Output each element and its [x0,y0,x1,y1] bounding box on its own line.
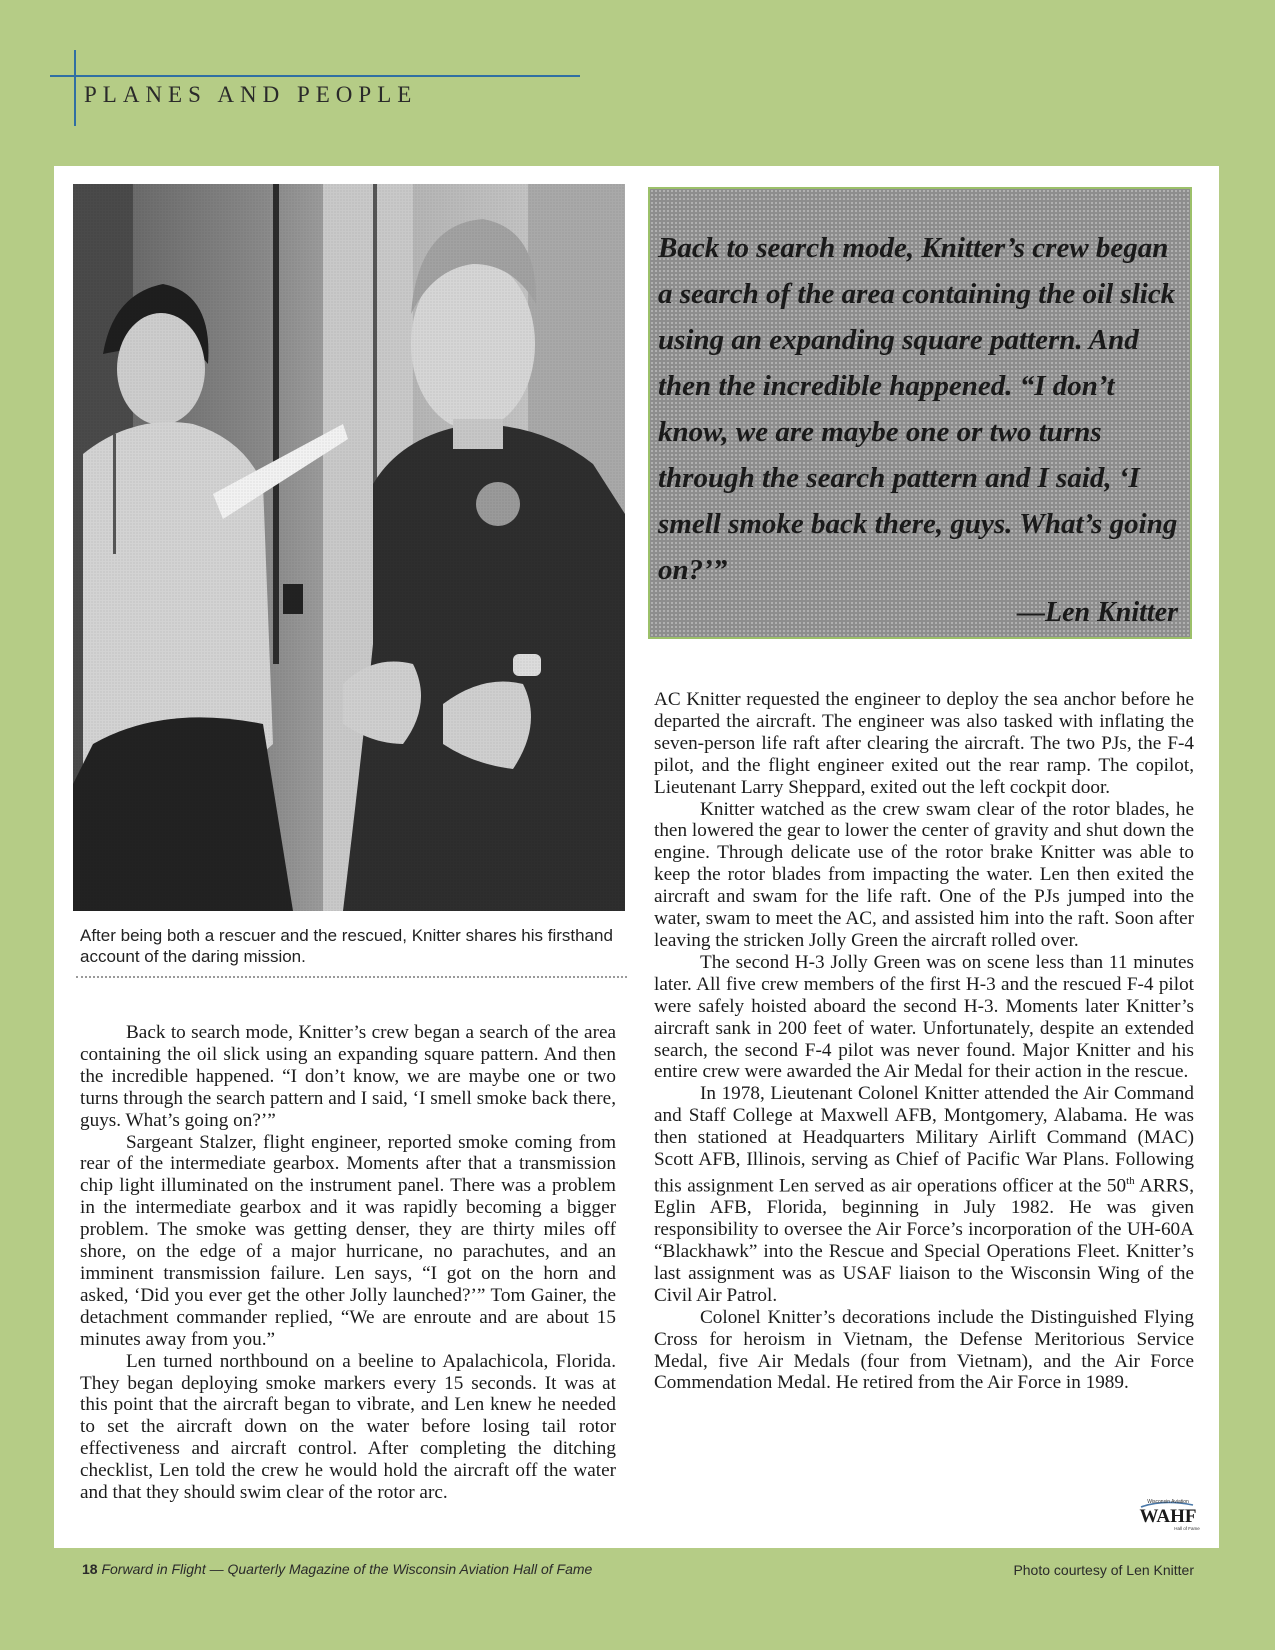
footer-publication [82,1561,592,1577]
pull-quote [648,187,1192,639]
article-text: In 1978, Lieutenant Colonel Knitter attended the Air Command and Staff College at Maxwell AFB, Montgomery, Alabama. He was then stationed at Headquarters Military Airlift Command (MAC) Scott AFB, Illinois, serving as Chief of Pacific War Plans. Following this assignment Len served as air operations officer at the 50 [654,1083,1194,1197]
ordinal-suffix: th [1126,1174,1135,1187]
article-paragraph: Len turned northbound on a beeline to Apalachicola, Florida. They began deploying smoke markers every 15 seconds. It was at this point that the aircraft began to vibrate, and Len knew he needed to set the aircraft down on the water before losing tail rotor effectiveness and aircraft control. After completing the ditching checklist, Len told the crew he would hold the aircraft off the water and that they should swim clear of the rotor arc. [80,1350,616,1504]
caption-divider [76,976,627,978]
article-paragraph: Knitter watched as the crew swam clear of the rotor blades, he then lowered the gear to lower the center of gravity and shut down the engine. Through delicate use of the rotor brake Knitter was able to keep the rotor blades from impacting the water. Len then exited the aircraft and swam for the life raft. One of the PJs jumped into the water, swam to meet the AC, and assisted him into the raft. Soon after leaving the stricken Jolly Green the aircraft rolled over. [654,798,1194,951]
article-paragraph: Sargeant Stalzer, flight engineer, reported smoke coming from rear of the intermediate gearbox. Moments after that a transmission chip light illuminated on the instrument panel. There was a problem in the intermediate gearbox and it was rapidly becoming a bigger problem. The smoke was getting denser, they are thirty miles off shore, on the edge of a major hurricane, no parachutes, and an imminent transmission failure. Len says, “I got on the horn and asked, ‘Did you ever get the other Jolly launched?’” Tom Gainer, the detachment commander replied, “We are enroute and are about 15 minutes away from you.” [80,1131,616,1350]
section-title: PLANES AND PEOPLE [84,82,418,107]
pull-quote-text: Back to search mode, Knitter’s crew began a search of the area containing the oil slick using an expanding square pattern. And then the incredible happened. “I don’t know, we are maybe one or two turns through the search pattern and I said, ‘I smell smoke back there, guys. What’s going on?’” [658,232,1178,586]
article-paragraph: AC Knitter requested the engineer to deploy the sea anchor before he departed the aircraft. The engineer was also tasked with inflating the seven-person life raft after clearing the aircraft. The two PJs, the F-4 pilot, and the flight engineer exited out the rear ramp. The copilot, Lieutenant Larry Sheppard, exited out the left cockpit door. [654,689,1194,798]
article-photo [73,184,625,911]
logo-bottom-text: Hall of Fame [1174,1526,1200,1531]
article-column-right [654,689,1194,1394]
logo-top-text: Wisconsin Aviation [1147,1499,1189,1505]
article-paragraph [654,1083,1194,1306]
header-rule-vertical [74,50,76,126]
photo-illustration [73,184,625,911]
header-rule-horizontal [50,75,580,77]
article-paragraph: Colonel Knitter’s decorations include the Distinguished Flying Cross for heroism in Vietnam, the Defense Meritorious Service Medal, five Air Medals (four from Vietnam), and the Air Force Commendation Medal. He retired from the Air Force in 1989. [654,1306,1194,1394]
logo-main-text: WAHF [1139,1506,1197,1527]
publication-name: Forward in Flight — Quarterly Magazine of the Wisconsin Aviation Hall of Fame [101,1561,593,1577]
article-text: ARRS, Eglin AFB, Florida, beginning in July 1982. He was given responsibility to oversee the Air Force’s incorporation of the UH-60A “Blackhawk” into the Rescue and Special Operations Fleet. Knitter’s last assignment was as USAF liaison to the Wisconsin Wing of the Civil Air Patrol. [654,1175,1194,1306]
article-paragraph: Back to search mode, Knitter’s crew began a search of the area containing the oil slick using an expanding square pattern. And then the incredible happened. “I don’t know, we are maybe one or two turns through the search pattern and I said, ‘I smell smoke back there, guys. What’s going on?’” [80,1022,616,1131]
photo-credit: Photo courtesy of Len Knitter [1013,1562,1194,1578]
photo-caption: After being both a rescuer and the rescued, Knitter shares his firsthand account of the daring mission. [80,926,613,966]
page-number: 18 [82,1561,98,1577]
article-column-left [80,1022,616,1504]
pull-quote-attribution: —Len Knitter [1016,597,1178,628]
article-paragraph: The second H-3 Jolly Green was on scene less than 11 minutes later. All five crew members of the first H-3 and the rescued F-4 pilot were safely hoisted aboard the second H-3. Moments later Knitter’s aircraft sank in 200 feet of water. Unfortunately, despite an extended search, the second F-4 pilot was never found. Major Knitter and his entire crew were awarded the Air Medal for their action in the rescue. [654,951,1194,1083]
wahf-logo [1133,1497,1203,1533]
